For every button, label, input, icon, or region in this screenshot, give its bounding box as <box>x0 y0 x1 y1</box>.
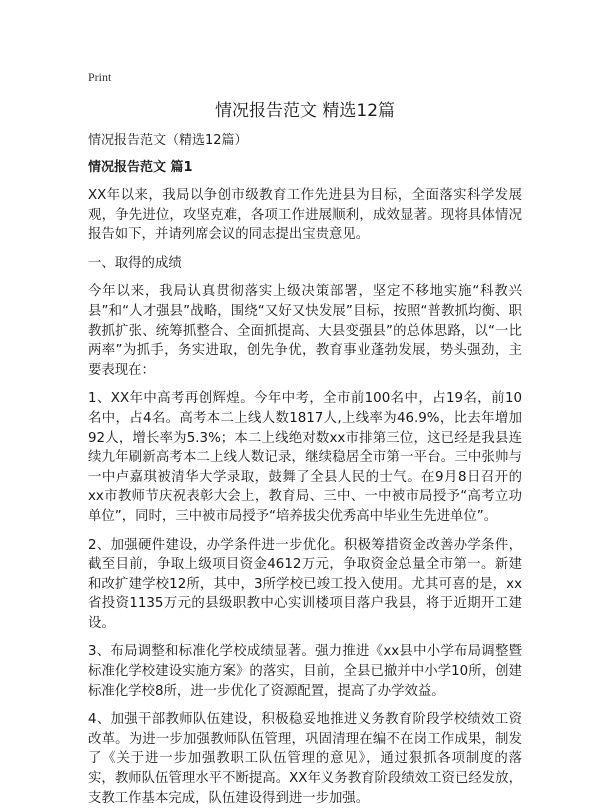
paragraph-item-1: 1、XX年中高考再创辉煌。今年中考，全市前100名中，占19名，前10名中，占4名。高考本二上线人数1817人,上线率为46.9%，比去年增加92人，增长率为5.3%；本二上线绝对数xx市排第三位，这已经是我县连续九年刷新高考本二上线人数记录，继续稳居全市第一平台。三中张帅与一中卢嘉琪被清华大学录取，鼓舞了全县人民的士气。在9月8日召开的xx市教师节庆祝表彰大会上，教育局、三中、一中被市局授予“高考立功单位”，同时，三中被市局授予“培养拔尖优秀高中毕业生先进单位”。 <box>88 391 522 524</box>
section-heading: 情况报告范文 篇1 <box>88 160 193 175</box>
document-subtitle: 情况报告范文（精选12篇） <box>88 133 248 148</box>
paragraph-overview: 今年以来，我局认真贯彻落实上级决策部署，坚定不移地实施“科教兴县”和“人才强县”战略，围绕“又好又快发展”目标，按照“普教抓均衡、职教抓扩张、统筹抓整合、全面抓提高、大县变强县”的总体思路，以“一比两率”为抓手，务实进取，创先争优，教育事业蓬勃发展，势头强劲，主要表现在： <box>88 284 522 378</box>
paragraph-intro: XX年以来，我局以争创市级教育工作先进县为目标，全面落实科学发展观，争先进位，攻坚克难，各项工作进展顺利，成效显著。现将具体情况报告如下，并请列席会议的同志提出宝贵意见。 <box>88 188 522 243</box>
paragraph-achievements-heading: 一、取得的成绩 <box>88 255 182 271</box>
document-title: 情况报告范文 精选12篇 <box>214 101 396 121</box>
print-label: Print <box>88 70 112 84</box>
paragraph-item-4: 4、加强干部教师队伍建设，积极稳妥地推进义务教育阶段学校绩效工资改革。为进一步加强教师队伍管理，巩固清理在编不在岗工作成果，制发了《关于进一步加强教职工队伍管理的意见》，通过狠抓各项制度的落实，教师队伍管理水平不断提高。XX年义务教育阶段绩效工资已经发放，支教工作基本完成，队伍建设得到进一步加强。 <box>88 712 522 806</box>
paragraph-item-2: 2、加强硬件建设，办学条件进一步优化。积极筹措资金改善办学条件，截至目前，争取上级项目资金4612万元，争取资金总量全市第一。新建和改扩建学校12所，其中，3所学校已竣工投入使用。尤其可喜的是，xx省投资1135万元的县级职教中心实训楼项目落户我县，将于近期开工建设。 <box>88 537 522 631</box>
document-page <box>88 70 522 808</box>
paragraph-item-3: 3、布局调整和标准化学校成绩显著。强力推进《xx县中小学布局调整暨标准化学校建设实施方案》的落实，目前，全县已撤并中小学10所，创建标准化学校8所，进一步优化了资源配置，提高了办学效益。 <box>88 644 522 699</box>
